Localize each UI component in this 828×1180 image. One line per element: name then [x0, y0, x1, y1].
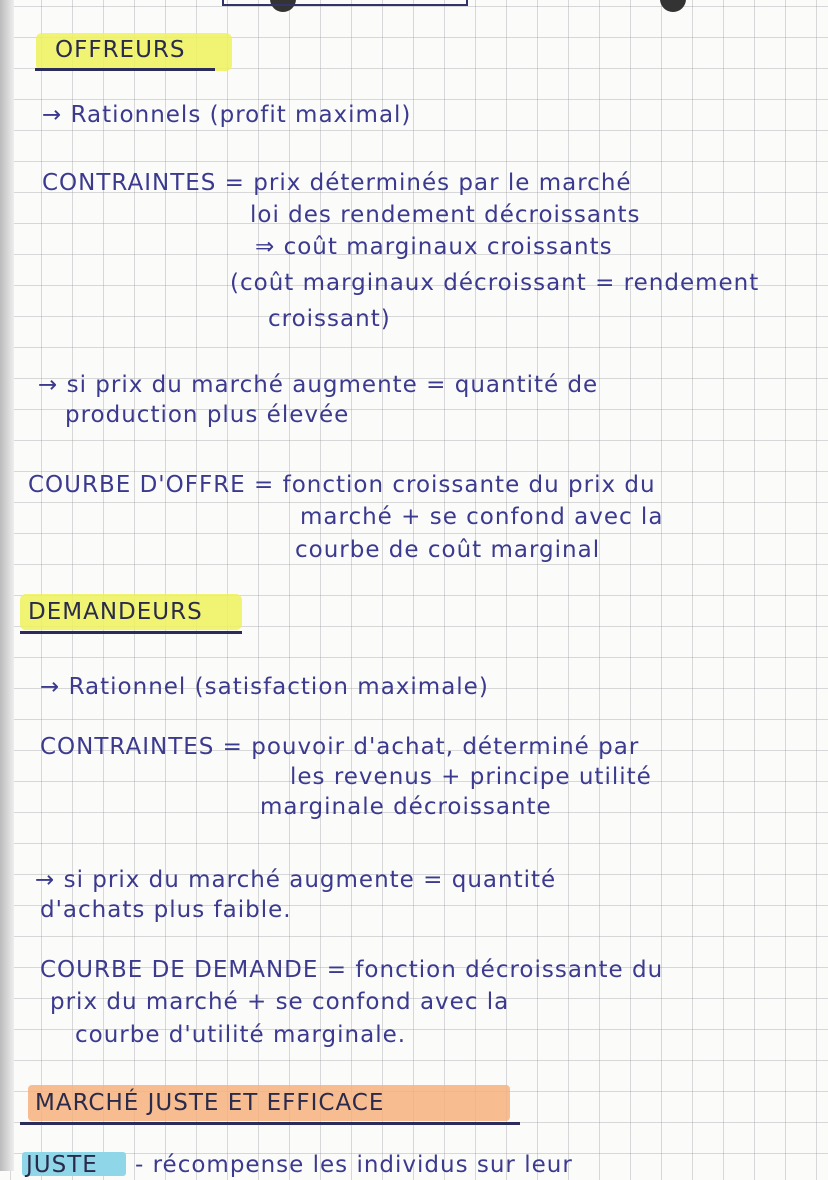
top-tab: [222, 0, 468, 6]
offreurs-contraintes: CONTRAINTES = prix déterminés par le marché: [42, 170, 632, 196]
offreurs-contraintes-line: (coût marginaux décroissant = rendement: [230, 270, 760, 296]
offreurs-rationnels: → Rationnels (profit maximal): [42, 102, 412, 128]
offreurs-contraintes-line: croissant): [268, 306, 391, 332]
demandeurs-si-prix: → si prix du marché augmente = quantité: [35, 867, 557, 893]
heading-demandeurs: DEMANDEURS: [28, 599, 203, 625]
offreurs-si-prix: → si prix du marché augmente = quantité de: [38, 372, 599, 398]
underline: [35, 68, 215, 71]
binder-hole: [660, 0, 686, 12]
demandeurs-contraintes: CONTRAINTES = pouvoir d'achat, déterminé par: [40, 734, 640, 760]
page-edge-left: [0, 0, 14, 1171]
underline: [20, 631, 242, 634]
courbe-offre-line: marché + se confond avec la: [300, 504, 664, 530]
demandeurs-contraintes-line: les revenus + principe utilité: [290, 764, 652, 790]
demandeurs-si-prix-line: d'achats plus faible.: [40, 897, 292, 923]
juste-text: - récompense les individus sur leur: [135, 1152, 573, 1178]
heading-marche: MARCHÉ JUSTE ET EFFICACE: [35, 1090, 385, 1116]
offreurs-contraintes-line: ⇒ coût marginaux croissants: [255, 234, 613, 260]
courbe-demande-line: prix du marché + se confond avec la: [50, 989, 510, 1015]
offreurs-contraintes-line: loi des rendement décroissants: [250, 202, 641, 228]
demandeurs-rationnel: → Rationnel (satisfaction maximale): [40, 674, 489, 700]
heading-offreurs: OFFREURS: [55, 37, 186, 63]
courbe-offre: COURBE D'OFFRE = fonction croissante du prix du: [28, 472, 656, 498]
offreurs-si-prix-line: production plus élevée: [65, 402, 350, 428]
courbe-demande-line: courbe d'utilité marginale.: [75, 1022, 407, 1048]
courbe-demande: COURBE DE DEMANDE = fonction décroissante du: [40, 957, 664, 983]
juste-label: JUSTE: [26, 1152, 98, 1178]
courbe-offre-line: courbe de coût marginal: [295, 537, 601, 563]
underline: [20, 1122, 520, 1125]
demandeurs-contraintes-line: marginale décroissante: [260, 794, 552, 820]
